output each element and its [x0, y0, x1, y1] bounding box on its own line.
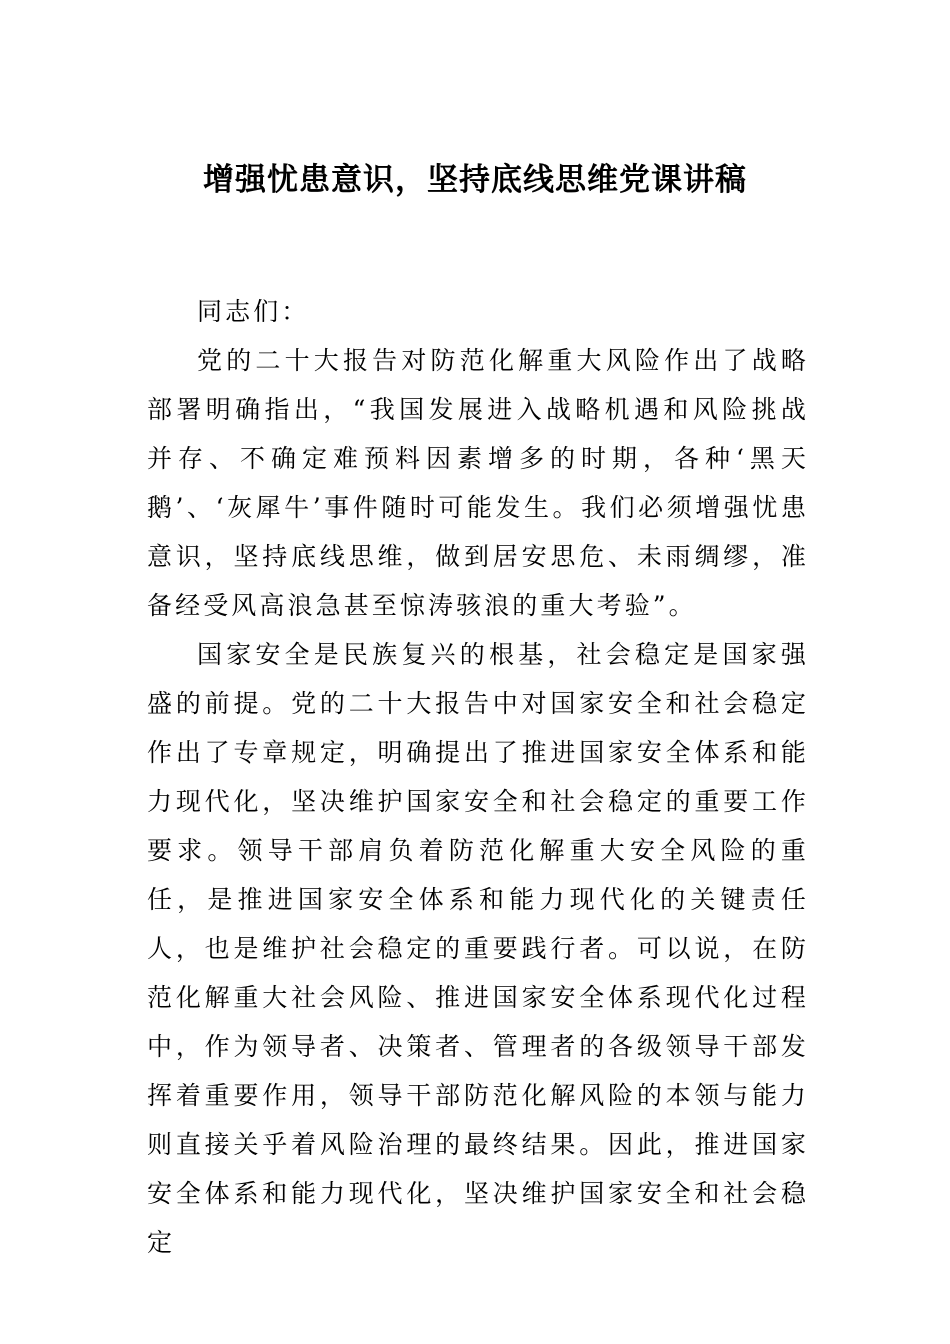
- document-body: [147, 287, 809, 1267]
- salutation: 同志们：: [197, 297, 310, 326]
- paragraph-2: 国家安全是民族复兴的根基，社会稳定是国家强盛的前提。党的二十大报告中对国家安全和社会稳定作出了专章规定，明确提出了推进国家安全体系和能力现代化，坚决维护国家安全和社会稳定的重要工作要求。领导干部肩负着防范化解重大安全风险的重任，是推进国家安全体系和能力现代化的关键责任人，也是维护社会稳定的重要践行者。可以说，在防范化解重大社会风险、推进国家安全体系现代化过程中，作为领导者、决策者、管理者的各级领导干部发挥着重要作用，领导干部防范化解风险的本领与能力则直接关乎着风险治理的最终结果。因此，推进国家安全体系和能力现代化，坚决维护国家安全和社会稳定: [147, 640, 809, 1257]
- document-title: 增强忧患意识，坚持底线思维党课讲稿: [203, 162, 747, 198]
- paragraph-1: 党的二十大报告对防范化解重大风险作出了战略部署明确指出，“我国发展进入战略机遇和风险挑战并存、不确定难预料因素增多的时期，各种‘黑天鹅’、‘灰犀牛’事件随时可能发生。我们必须增强忧患意识，坚持底线思维，做到居安思危、未雨绸缪，准备经受风高浪急甚至惊涛骇浪的重大考验”。: [147, 346, 809, 620]
